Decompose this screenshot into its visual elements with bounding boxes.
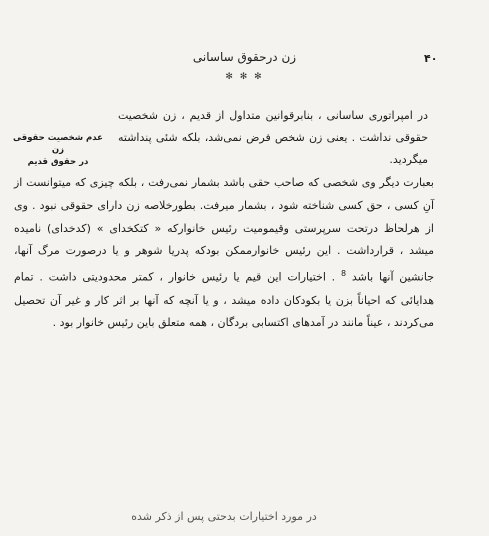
paragraph-intro — [118, 105, 428, 171]
margin-note-line-2: در حقوق قدیم — [27, 157, 89, 167]
paragraph-main-part-2: . اختیارات این قیم یا رئیس خانوار ، کمتر محدودیتی داشت . تمام هدایائی که احیاناً بزن یا بکودکان داده میشد ، و یا آنچه که آنها بر اثر کار و غیر آن تحصیل می‌کردند ، عیناً مانند در آمدهای اکتسابی بردگان ، همه متعلق باین رئیس خانوار بود . — [14, 270, 434, 330]
section-ornament: ✻ ✻ ✻ — [225, 72, 264, 82]
paragraph-main-text — [14, 172, 434, 335]
paragraph-main-part-1: بعبارت دیگر وی شخصی که صاحب حقی باشد بشمار نمی‌رفت ، بلکه چیزی که میتوانست از آنِ کسی ، حق کسی شناخته شود ، بشمار میرفت. بطورخلاصه زن دارای حقوقی نبود . وی از هرلحاظ درتحت سرپرستی وقیمومیت رئیس خانوارکه « کتکخدای » (کدخدای) نامیده میشد ، قرارداشت . این رئیس خانوارممکن بودکه پدریا شوهر و یا درصورت مرگ آنها، جانشین آنها باشد — [14, 176, 435, 284]
page-number: ۴۰ — [424, 52, 438, 65]
trailing-partial-line: در مورد اختیارات بدحتی پس از ذکر شده — [131, 510, 317, 523]
margin-note — [12, 132, 104, 168]
running-header: زن درحقوق ساسانی — [192, 50, 297, 64]
paragraph-main — [14, 172, 434, 335]
paragraph-intro-text: در امپراتوری ساسانی ، بنابرقوانین متداول از قدیم ، زن شخصیت حقوقی نداشت . یعنی زن شخص فرض نمی‌شد، بلکه شئی پنداشته میگردید. — [118, 109, 428, 166]
footnote-reference[interactable]: 8 — [340, 269, 347, 279]
margin-note-line-1: عدم شخصیت حقوقی زن — [13, 133, 103, 155]
